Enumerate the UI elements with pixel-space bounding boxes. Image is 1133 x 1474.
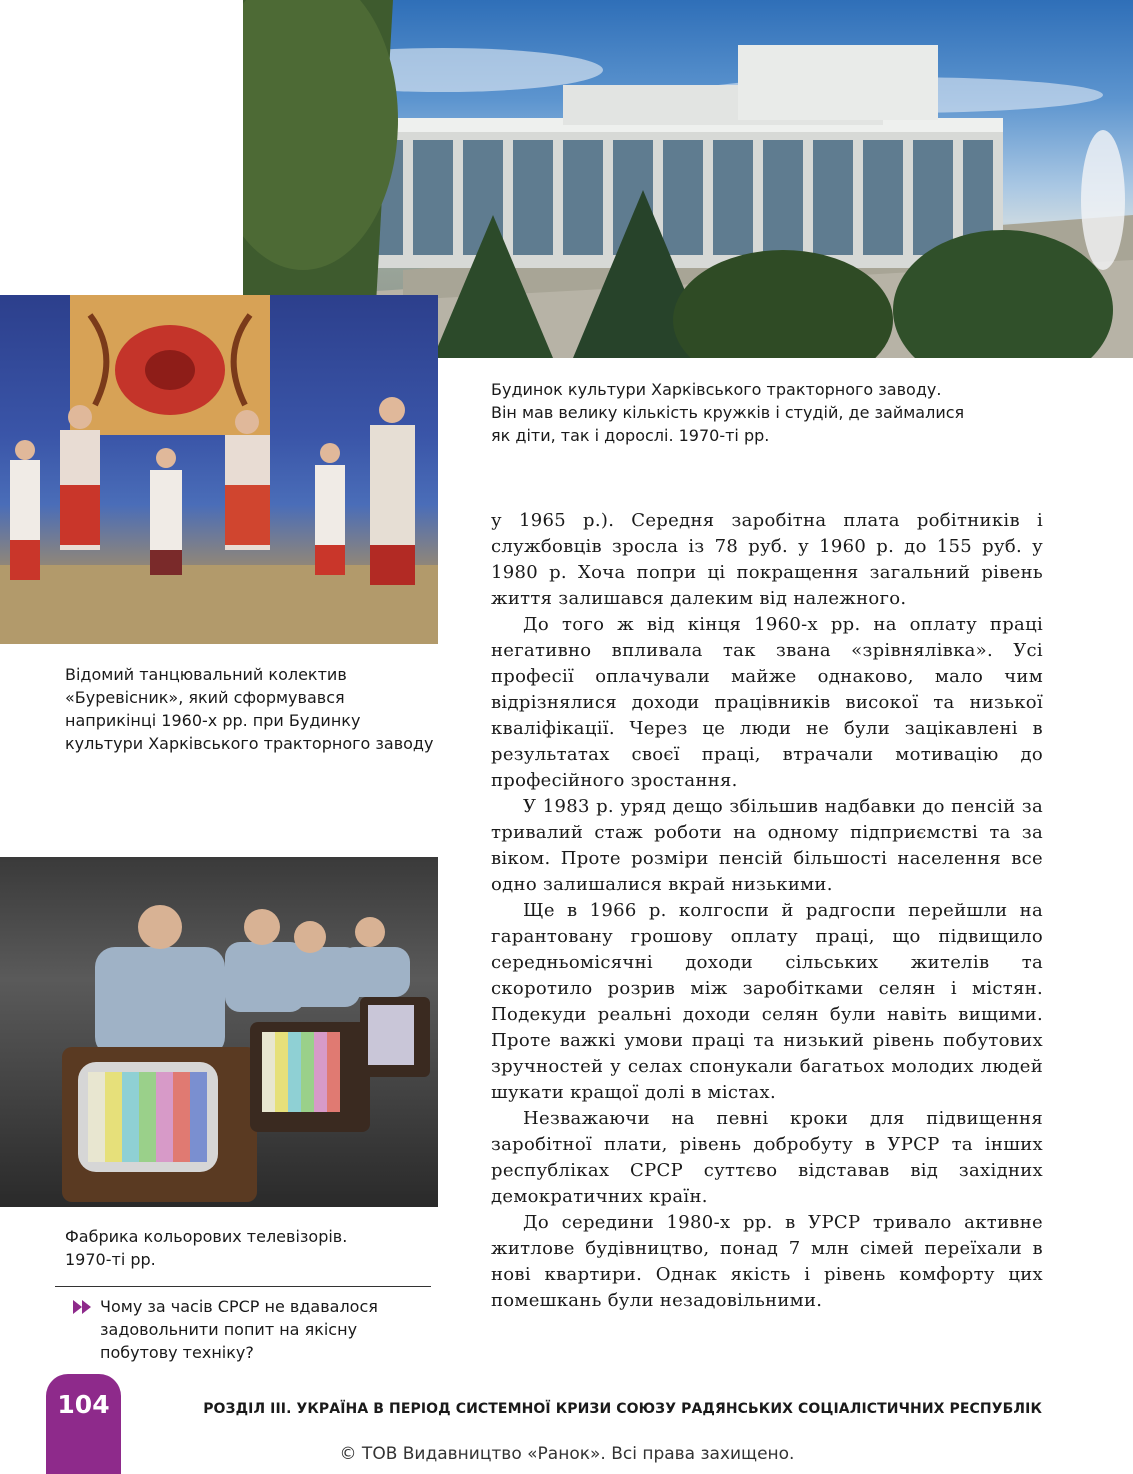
paragraph: У 1983 р. уряд дещо збільшив надбавки до пенсій за тривалий стаж роботи на одному підприємстві та за віком. Проте розміри пенсій більшості населення все одно залишалися вкрай низькими. (491, 796, 1043, 895)
question-line: Чому за часів СРСР не вдавалося (100, 1297, 378, 1316)
double-arrow-icon (73, 1300, 93, 1319)
page-number: 104 (57, 1390, 110, 1419)
question-line: побутову техніку? (100, 1343, 254, 1362)
photo-dance-ensemble (0, 295, 438, 644)
paragraph: Ще в 1966 р. колгоспи й радгоспи перейшли на гарантовану грошову оплату праці, що підвищило середньомісячні доходи сільських жителів та скоротило розрив між заробітками селян і містян. Подекуди реальні доходи селян були навіть вищими. Проте важкі умови праці та низький рівень побутових зручностей у селах спонукали багатьох молодих людей шукати кращої долі в містах. (491, 900, 1043, 1103)
caption-line: 1970-ті рр. (65, 1250, 156, 1269)
caption-tv-factory (65, 1225, 405, 1271)
caption-line: «Буревісник», який сформувався (65, 688, 345, 707)
caption-line: Будинок культури Харківського тракторного заводу. (491, 380, 942, 399)
paragraph: До того ж від кінця 1960-х рр. на оплату праці негативно впливала так звана «зрівнялівка». Усі професії оплачували майже однаково, мало чим відрізнялися доходи працівників високої та низької кваліфікації. Через це люди не були зацікавлені в результатах своєї праці, втрачали мотивацію до професійного зростання. (491, 614, 1043, 791)
dance-illustration (0, 295, 438, 644)
caption-dance-ensemble (65, 663, 445, 755)
review-question (100, 1295, 420, 1364)
paragraph: До середини 1980-х рр. в УРСР тривало активне житлове будівництво, понад 7 млн сімей переїхали в нові квартири. Однак якість і рівень комфорту цих помешкань були незадовільними. (491, 1212, 1043, 1311)
photo-tv-factory (0, 857, 438, 1207)
tv-factory-illustration (0, 857, 438, 1207)
question-divider (55, 1286, 431, 1287)
caption-line: як діти, так і дорослі. 1970-ті рр. (491, 426, 770, 445)
caption-house-of-culture (491, 378, 1051, 447)
question-line: задовольнити попит на якісну (100, 1320, 358, 1339)
caption-line: Фабрика кольорових телевізорів. (65, 1227, 348, 1246)
caption-line: наприкінці 1960-х рр. при Будинку (65, 711, 361, 730)
copyright-notice: © ТОВ Видавництво «Ранок». Всі права захищено. (339, 1444, 795, 1464)
caption-line: культури Харківського тракторного заводу (65, 734, 434, 753)
paragraph: Незважаючи на певні кроки для підвищення заробітної плати, рівень добробуту в УРСР та інших республіках СРСР суттєво відставав від західних демократичних країн. (491, 1108, 1043, 1207)
caption-line: Він мав велику кількість кружків і студій, де займалися (491, 403, 965, 422)
caption-line: Відомий танцювальний колектив (65, 665, 347, 684)
section-title: РОЗДІЛ ІІІ. УКРАЇНА В ПЕРІОД СИСТЕМНОЇ КРИЗИ СОЮЗУ РАДЯНСЬКИХ СОЦІАЛІСТИЧНИХ РЕСПУБЛІК (203, 1401, 1042, 1417)
paragraph: у 1965 р.). Середня заробітна плата робітників і службовців зросла із 78 руб. у 1960 р. до 155 руб. у 1980 р. Хоча попри ці покращення загальний рівень життя залишався далеким від належного. (491, 510, 1043, 609)
page-number-tab (46, 1374, 121, 1474)
body-text (491, 508, 1043, 1314)
